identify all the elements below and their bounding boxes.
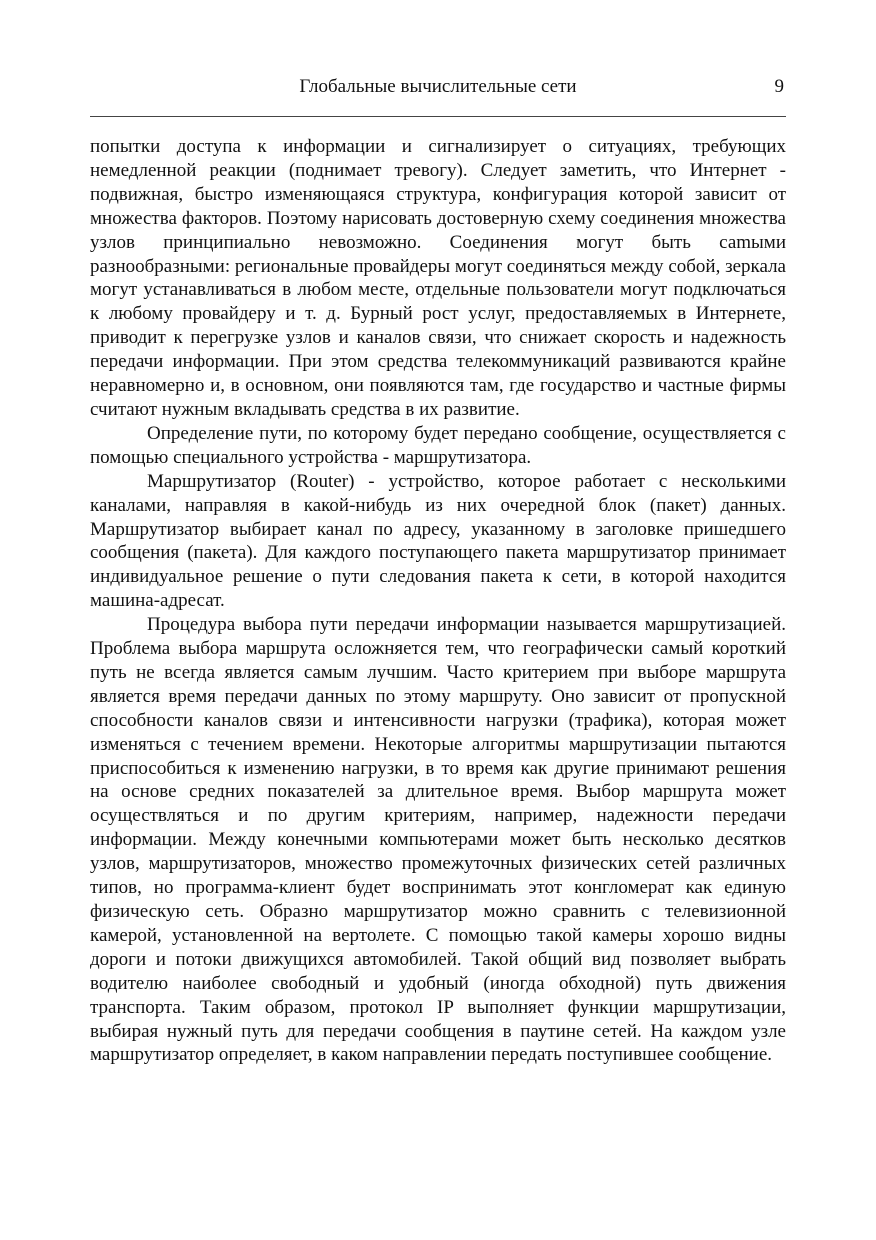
paragraph-continued: попытки доступа к информации и сигнализирует о ситуациях, требующих немедленной реакции (поднимает тревогу). Следует заметить, что Интернет - подвижная, быстро изменяющаяся структура, конфигурация которой зависит от множества факторов. Поэтому нарисовать достоверную схему соединения множества узлов принципиально невозможно. Соединения могут быть саmыми разнообразными: региональные провайдеры могут соединяться между собой, зеркала могут устанавливаться в любом месте, отдельные пользователи могут подключаться к любому провайдеру и т. д. Бурный рост услуг, предоставляемых в Интернете, приводит к перегрузке узлов и каналов связи, что снижает скорость и надежность передачи информации. При этом средства телекоммуникаций развиваются крайне неравномерно и, в основном, они появляются там, где государство и частные фирмы считают нужным вкладывать средства в их развитие. bbox=[90, 136, 786, 420]
page-number: 9 bbox=[774, 76, 784, 97]
running-header-title: Глобальные вычислительные сети bbox=[299, 76, 577, 97]
header-divider bbox=[90, 116, 786, 117]
paragraph-routing-procedure: Процедура выбора пути передачи информации называется маршрутизацией. Проблема выбора маршрута осложняется тем, что географически самый короткий путь не всегда является самым лучшим. Часто критерием при выборе маршрута является время передачи данных по этому маршруту. Оно зависит от пропускной способности каналов связи и интенсивности нагрузки (трафика), которая может изменяться с течением времени. Некоторые алгоритмы маршрутизации пытаются приспособиться к изменению нагрузки, в то время как другие принимают решения на основе средних показателей за длительное время. Выбор маршрута может осуществляться и по другим критериям, например, надежности передачи информации. Между конечными компьютерами может быть несколько десятков узлов, маршрутизаторов, множество промежуточных физических сетей различных типов, но программа-клиент будет воспринимать этот конгломерат как единую физическую сеть. Образно маршрутизатор можно сравнить с телевизионной камерой, установленной на вертолете. С помощью такой камеры хорошо видны дороги и потоки движущихся автомобилей. Такой общий вид позволяет выбрать водителю наиболее свободный и удобный (иногда обходной) путь движения транспорта. Таким образом, протокол IP выполняет функции маршрутизации, выбирая нужный путь для передачи сообщения в паутине сетей. На каждом узле маршрутизатор определяет, в каком направлении передать поступившее сообщение. bbox=[90, 614, 786, 1066]
paragraph-route-definition: Определение пути, по которому будет передано сообщение, осуществляется с помощью специального устройства - маршрутизатора. bbox=[90, 422, 786, 468]
paragraph-router: Маршрутизатор (Router) - устройство, которое работает с несколькими каналами, направляя в какой-нибудь из них очередной блок (пакет) данных. Маршрутизатор выбирает канал по адресу, указанному в заголовке пришедшего сообщения (пакета). Для каждого поступающего пакета маршрутизатор принимает индивидуальное решение о пути следования пакета к сети, в которой находится машина-адресат. bbox=[90, 470, 786, 612]
running-header bbox=[90, 74, 786, 104]
body-text bbox=[90, 135, 786, 1067]
